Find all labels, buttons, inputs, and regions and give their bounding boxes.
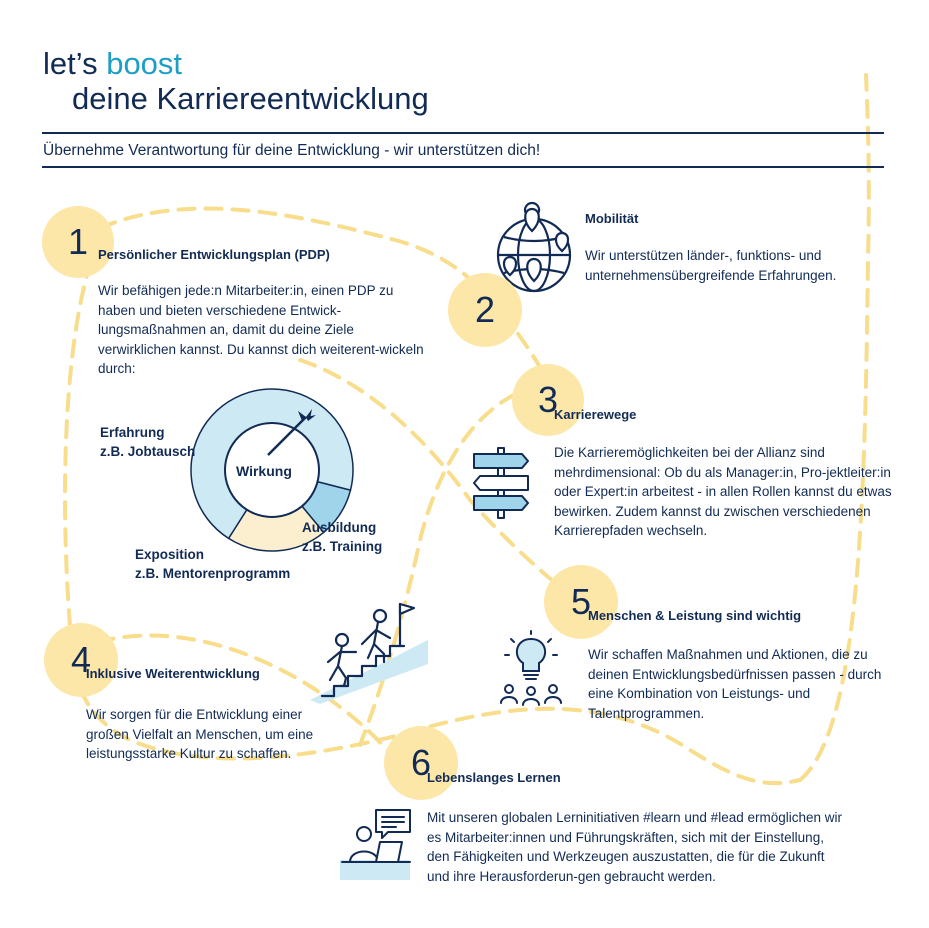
section-2-number: 2 [448, 273, 522, 347]
section-6-heading: Lebenslanges Lernen [427, 770, 561, 785]
section-1-number: 1 [42, 206, 114, 278]
header-rule-bottom [42, 166, 884, 168]
pie-center-label: Wirkung [236, 463, 292, 479]
pie-label-erfahrung: Erfahrung z.B. Jobtausch [100, 425, 196, 459]
person-laptop-chat-icon [340, 806, 420, 882]
page-title-line2: deine Karriereentwicklung [72, 81, 429, 116]
section-3-text: Die Karrieremöglichkeiten bei der Allianz sind mehrdimensional: Ob du als Manager:in, Pro-jektleiter:in oder Expert:in arbeitest - in allen Rollen kannst du etwas bewirken. Zudem kannst du zwischen verschiedenen Karrierepfaden wechseln. [554, 445, 892, 538]
lightbulb-people-icon [497, 629, 567, 705]
section-4-heading: Inklusive Weiterentwicklung [86, 666, 260, 681]
section-1-text: Wir befähigen jede:n Mitarbeiter:in, einen PDP zu haben und bieten verschiedene Entwick-lungsmaßnahmen an, damit du deine Ziele verwirklichen kannst. Du kannst dich weiterent-wickeln durch: [98, 283, 424, 376]
section-5-number: 5 [544, 565, 618, 639]
pie-label-ausbildung: Ausbildung z.B. Training [302, 520, 383, 554]
section-5-text: Wir schaffen Maßnahmen und Aktionen, die zu deinen Entwicklungsbedürfnissen passen - durch eine Kombination von Leistungs- und Talentprogrammen. [588, 647, 882, 721]
page-title-line1: let’s boost [43, 46, 183, 81]
header-rule-top [42, 132, 884, 134]
section-6-number: 6 [384, 726, 458, 800]
title-accent: boost [106, 46, 183, 81]
section-3-number: 3 [512, 364, 584, 436]
section-3-heading: Karrierewege [554, 407, 637, 422]
stairs-people-flag-icon [310, 600, 428, 704]
signpost-icon [470, 446, 532, 520]
section-4-text: Wir sorgen für die Entwicklung einer großen Vielfalt an Menschen, um eine leistungsstarke Kultur zu schaffen. [86, 707, 314, 761]
section-2-text: Wir unterstützen länder-, funktions- und unternehmensübergreifende Erfahrungen. [585, 248, 837, 283]
section-1-heading: Persönlicher Entwicklungsplan (PDP) [98, 247, 330, 262]
section-6-text: Mit unseren globalen Lerninitiativen #learn und #lead ermöglichen wir es Mitarbeiter:innen und Führungskräften, sich mit der Einstellung, den Fähigkeiten und Werkzeugen auszustatten, die für die Zukunft und ihre Herausforderun-gen gebraucht werden. [427, 810, 842, 884]
section-5-heading: Menschen & Leistung sind wichtig [588, 608, 802, 623]
section-2-heading: Mobilität [585, 211, 639, 226]
dart-target-icon [262, 405, 326, 459]
section-4-number: 4 [44, 623, 118, 697]
pie-label-exposition: Exposition z.B. Mentorenprogramm [135, 547, 291, 581]
page-subtitle: Übernehme Verantwortung für deine Entwicklung - wir unterstützen dich! [43, 142, 541, 159]
